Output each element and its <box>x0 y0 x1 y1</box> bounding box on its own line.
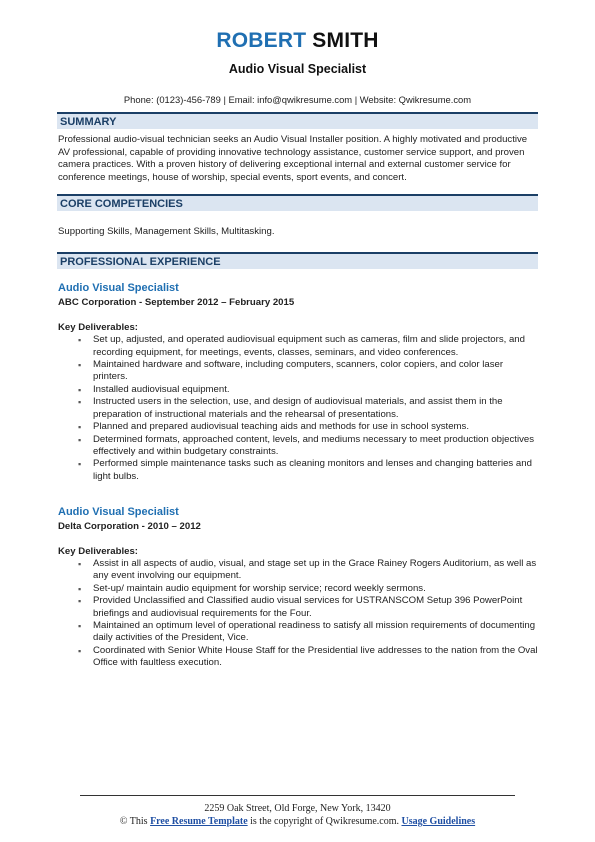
summary-text: Professional audio-visual technician seeks an Audio Visual Installer position. A highly motivated and productive AV professional, capable of providing innovative technology assistance, customer service support, and proven camera practices. With a proven history of delivering exceptional internal and external customer service for conference meetings, house of worship, special events, sport events, and concert. <box>58 134 528 183</box>
job-company-dates: ABC Corporation - September 2012 – February 2015 <box>58 297 295 309</box>
candidate-name <box>0 29 595 53</box>
list-item: ▪ Determined formats, approached content, levels, and mediums necessary to meet production objectives effectively and within budgetary constraints. <box>78 434 538 459</box>
first-name: ROBERT <box>216 29 307 52</box>
resume-header <box>0 0 595 106</box>
contact-line: Phone: (0123)-456-789 | Email: info@qwikresume.com | Website: Qwikresume.com <box>123 94 472 105</box>
free-resume-template-link[interactable]: Free Resume Template <box>150 816 248 827</box>
deliverables-list <box>78 334 538 483</box>
copyright-middle: is the copyright of Qwikresume.com. <box>250 816 399 827</box>
list-item: ▪ Instructed users in the selection, use, and design of audiovisual materials, and assist them in the preparation of instructional materials and the rehearsal of presentations. <box>78 396 538 421</box>
usage-guidelines-link[interactable]: Usage Guidelines <box>401 816 476 827</box>
deliverables-list <box>78 558 538 670</box>
list-item: ▪ Maintained an optimum level of operational readiness to satisfy all mission requirements of documenting daily activities of the President, Vice. <box>78 620 538 645</box>
job-company-dates: Delta Corporation - 2010 – 2012 <box>58 521 201 533</box>
list-item: ▪ Provided Unclassified and Classified audio visual services for USTRANSCOM Setup 396 PowerPoint briefings and audiovisual requirements for the Four. <box>78 595 538 620</box>
list-item: ▪ Performed simple maintenance tasks such as cleaning monitors and lenses and changing batteries and light bulbs. <box>78 458 538 483</box>
page-footer <box>80 795 515 828</box>
experience-heading: PROFESSIONAL EXPERIENCE <box>60 256 221 269</box>
job-title-heading: Audio Visual Specialist <box>228 62 367 76</box>
summary-heading: SUMMARY <box>60 116 117 129</box>
list-item: ▪ Maintained hardware and software, including computers, scanners, color copiers, and color laser printers. <box>78 359 538 384</box>
job-entry <box>58 506 538 669</box>
experience-list <box>58 269 538 669</box>
competencies-heading-bar <box>57 194 538 211</box>
job-entry <box>58 282 538 483</box>
competencies-heading: CORE COMPETENCIES <box>60 198 183 211</box>
deliverables-label: Key Deliverables: <box>58 321 138 333</box>
list-item: ▪ Planned and prepared audiovisual teaching aids and methods for use in school systems. <box>78 421 538 433</box>
last-name: SMITH <box>312 29 379 52</box>
competencies-text: Supporting Skills, Management Skills, Multitasking. <box>58 226 275 238</box>
job-title: Audio Visual Specialist <box>58 506 179 519</box>
footer-copyright <box>80 815 515 828</box>
experience-heading-bar <box>57 252 538 269</box>
list-item: ▪ Set-up/ maintain audio equipment for worship service; record weekly sermons. <box>78 583 538 595</box>
list-item: ▪ Set up, adjusted, and operated audiovisual equipment such as cameras, film and slide projectors, and recording equipment, for meetings, events, classes, seminars, and video conferences. <box>78 334 538 359</box>
list-item: ▪ Assist in all aspects of audio, visual, and stage set up in the Grace Rainey Rogers Auditorium, as well as any event involving our equipment. <box>78 558 538 583</box>
summary-heading-bar <box>57 112 538 129</box>
deliverables-label: Key Deliverables: <box>58 545 138 557</box>
list-item: ▪ Installed audiovisual equipment. <box>78 384 538 396</box>
list-item: ▪ Coordinated with Senior White House Staff for the Presidential live addresses to the nation from the Oval Office with faultless execution. <box>78 645 538 670</box>
footer-address: 2259 Oak Street, Old Forge, New York, 13420 <box>204 803 391 814</box>
copyright-prefix: © This <box>119 816 148 827</box>
job-title: Audio Visual Specialist <box>58 282 179 295</box>
